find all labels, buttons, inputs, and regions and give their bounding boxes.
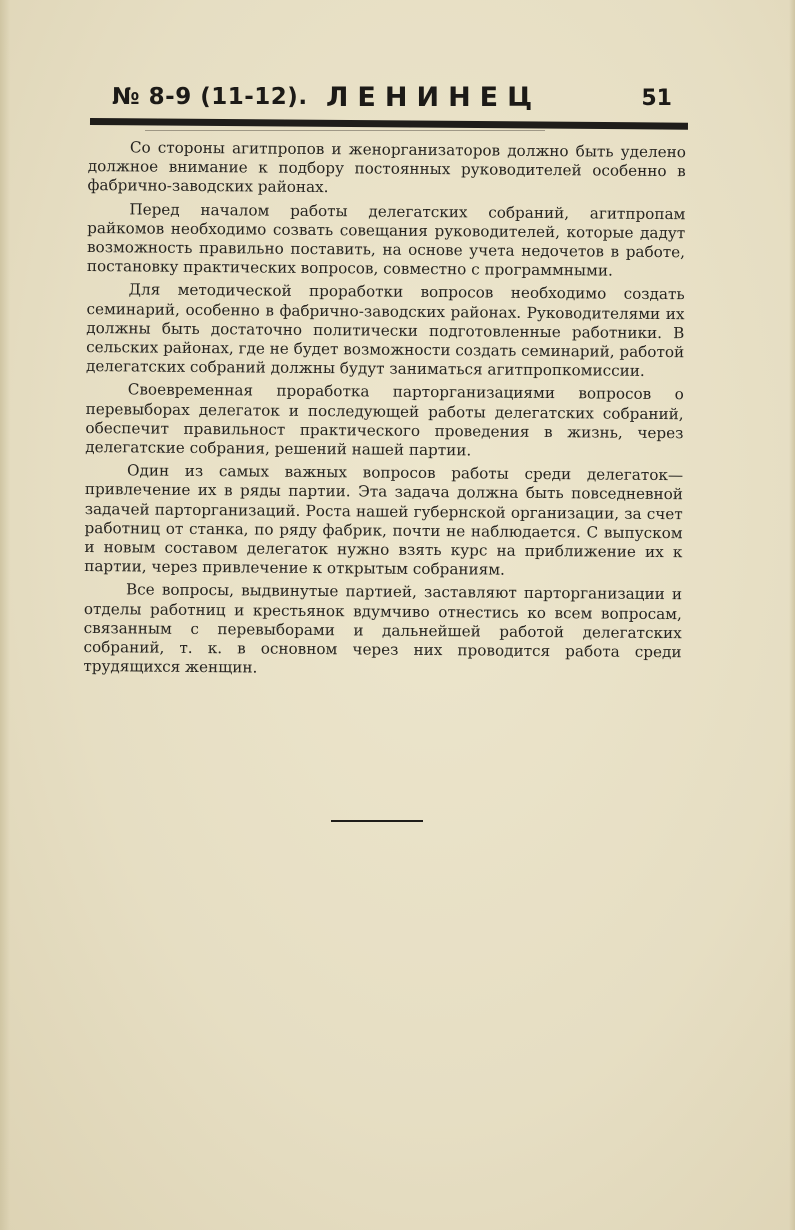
paragraph-conclusion: Все вопросы, выдвинутые партией, заставляют парторганизации и отделы работниц и крестьянок вдумчиво отнестись ко всем вопросам, связанным с перевыборами и дальнейшей работой делегатских собраний, т. к. в основном через них проводится работа среди трудящихся женщин. <box>83 580 683 677</box>
paragraph-reelections: Своевременная проработка парторганизациями вопросов о перевыборах делегаток и последующей работы делегатских собраний, обеспечит правильност практического проведения в жизнь, через делегатские собрания, решений нашей партии. <box>85 380 684 460</box>
issue-number: № 8-9 (11-12). <box>112 84 308 110</box>
running-header <box>112 82 672 122</box>
paragraph-party-recruitment: Один из самых важных вопросов работы среди делегаток— привлечение их в ряды партии. Эта задача должна быть повседневной задачей парторганизаций. Роста нашей губернской организации, за счет работниц от станка, по ряду фабрик, почти не наблюдается. С выпуском и новым составом делегаток нужно взять курс на приближение их к партии, через привлечение к открытым собраниям. <box>84 461 684 579</box>
page-number: 51 <box>641 86 672 111</box>
paragraph-seminars: Для методической проработки вопросов необходимо создать семинарий, особенно в фабрично-заводских районах. Руководителями их должны быть достаточно политически подготовленные работники. В сельских районах, где не будет возможности создать семинарий, работой делегатских собраний должны будут заниматься агитпропкомиссии. <box>85 280 685 381</box>
header-underline <box>145 130 545 131</box>
magazine-title: ЛЕНИНЕЦ <box>326 82 542 113</box>
page-right-edge <box>789 0 795 1230</box>
paragraph-agitprop-leaders: Со стороны агитпропов и женорганизаторов должно быть уделено должное внимание к подбору постоянных руководителей особенно в фабрично-заводских районах. <box>87 138 686 197</box>
article-body <box>83 138 686 686</box>
paragraph-meetings: Перед началом работы делегатских собраний, агитпропам райкомов необходимо созвать совещания руководителей, которые дадут возможность правильно поставить, на основе учета недочетов в работе, постановку практических вопросов, совместно с программными. <box>86 199 686 280</box>
end-of-article-rule <box>331 820 423 822</box>
page-left-edge <box>0 0 10 1230</box>
